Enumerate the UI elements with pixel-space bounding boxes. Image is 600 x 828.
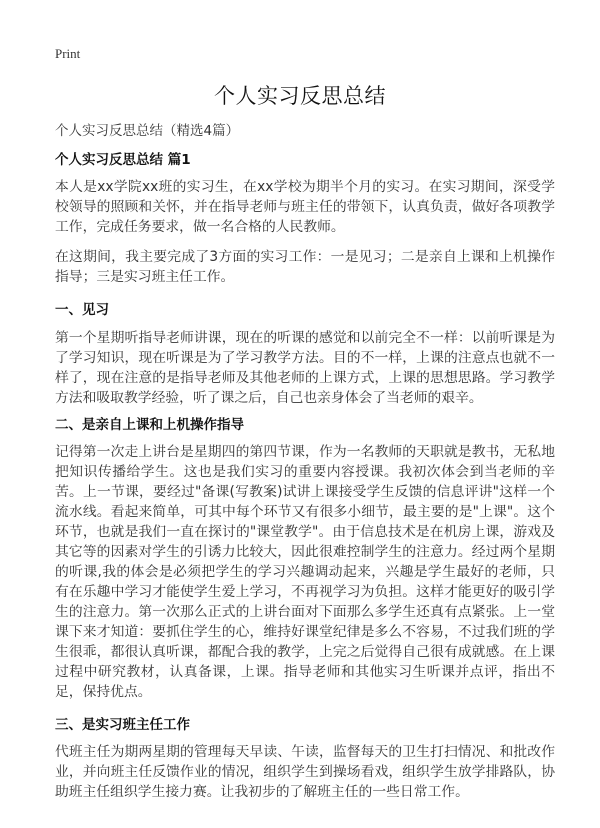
section-paragraph-head-teacher: 代班主任为期两星期的管理每天早读、午读，监督每天的卫生打扫情况、和批改作业，并向班主任反馈作业的情况，组织学生到操场看戏，组织学生放学排路队，协助班主任组织学生接力赛。让我初步的了解班主任的一些日常工作。 xyxy=(55,744,555,800)
article-heading: 个人实习反思总结 篇1 xyxy=(55,152,191,168)
print-label[interactable]: Print xyxy=(55,46,81,61)
intro-paragraph-2: 在这期间，我主要完成了3方面的实习工作：一是见习；二是亲自上课和上机操作指导；三是实习班主任工作。 xyxy=(55,249,555,285)
section-paragraph-observation: 第一个星期听指导老师讲课，现在的听课的感觉和以前完全不一样：以前听课是为了学习知识，现在听课是为了学习教学方法。目的不一样，上课的注意点也就不一样了，现在注意的是指导老师及其他老师的上课方式，上课的思想思路。学习教学方法和吸取教学经验，听了课之后，自己也亲身体会了当老师的艰辛。 xyxy=(55,330,555,406)
intro-paragraph-1: 本人是xx学院xx班的实习生，在xx学校为期半个月的实习。在实习期间，深受学校领导的照顾和关怀，并在指导老师与班主任的带领下，认真负责，做好各项教学工作，完成任务要求，做一名合格的人民教师。 xyxy=(55,179,555,235)
section-heading-teaching: 二、是亲自上课和上机操作指导 xyxy=(55,417,244,433)
section-heading-head-teacher: 三、是实习班主任工作 xyxy=(55,717,190,733)
section-heading-observation: 一、见习 xyxy=(55,302,109,318)
document-subtitle: 个人实习反思总结（精选4篇） xyxy=(55,123,240,139)
page-title: 个人实习反思总结 xyxy=(214,84,386,108)
section-paragraph-teaching: 记得第一次走上讲台是星期四的第四节课，作为一名教师的天职就是教书，无私地把知识传播给学生。这也是我们实习的重要内容授课。我初次体会到当老师的辛苦。上一节课，要经过"备课(写教案)试讲上课接受学生反馈的信息评讲"这样一个流水线。看起来简单，可其中每个环节又有很多小细节，最主要的是"上课"。这个环节，也就是我们一直在探讨的"课堂教学"。由于信息技术是在机房上课，游戏及其它等的因素对学生的引诱力比较大，因此很难控制学生的注意力。经过两个星期的听课,我的体会是必须把学生的学习兴趣调动起来，兴趣是学生最好的老师，只有在乐趣中学习才能使学生爱上学习，不再视学习为负担。这样才能更好的吸引学生的注意力。第一次那么正式的上讲台面对下面那么多学生还真有点紧张。上一堂课下来才知道：要抓住学生的心，维持好课堂纪律是多么不容易，不过我们班的学生很乖，都很认真听课，都配合我的教学，上完之后觉得自己很有成就感。在上课过程中研究教材，认真备课，上课。指导老师和其他实习生听课并点评，指出不足，保持优点。 xyxy=(55,444,555,700)
